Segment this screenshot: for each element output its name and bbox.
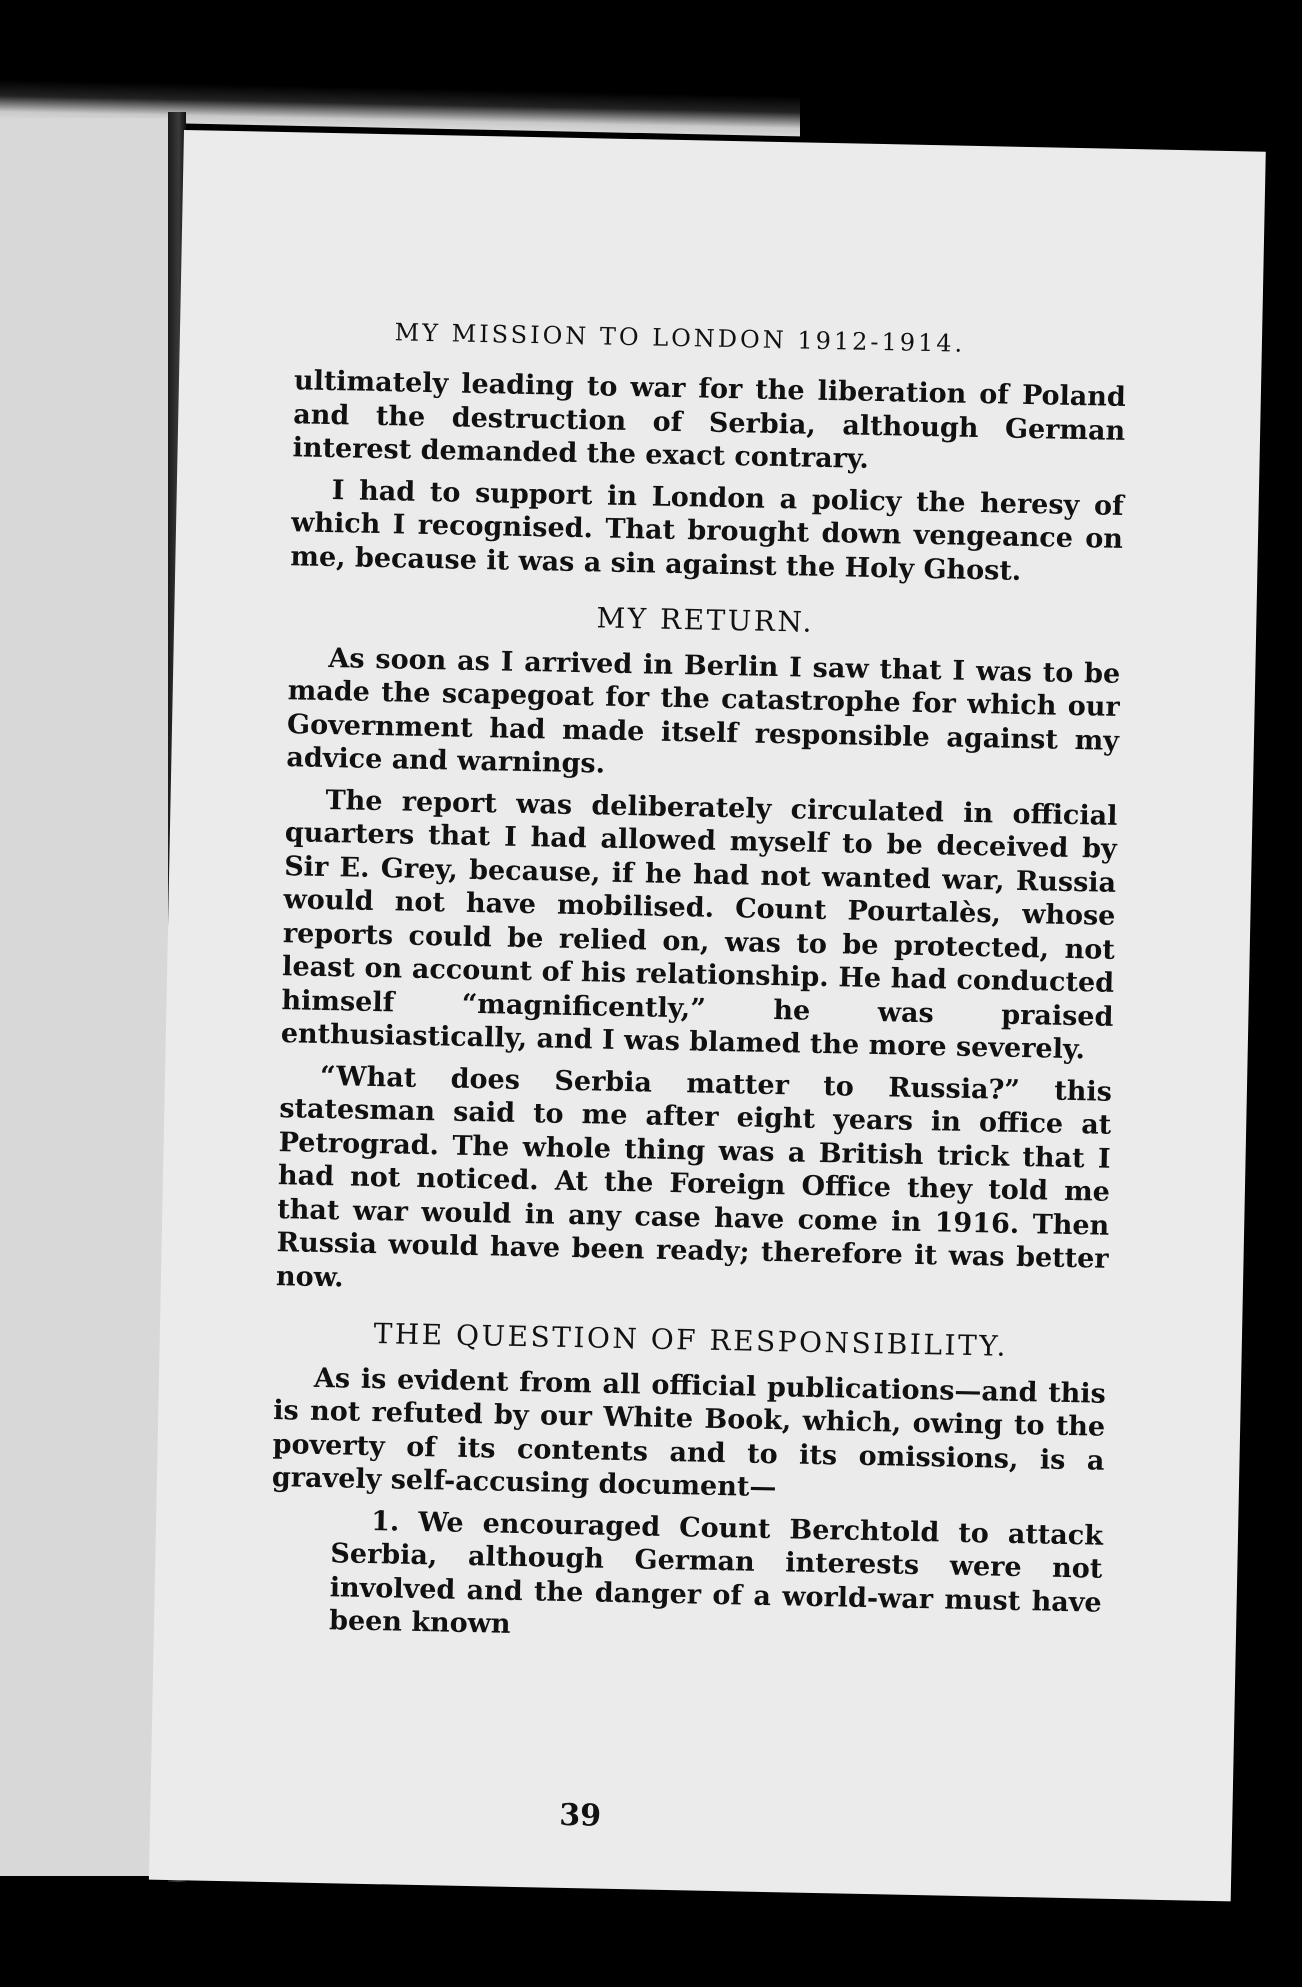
body-text: [269, 364, 1127, 1661]
running-head: MY MISSION TO LONDON 1912-1914.: [394, 318, 966, 358]
book-page: [149, 130, 1266, 1901]
left-page-edge: [0, 118, 172, 1876]
paragraph: As soon as I arrived in Berlin I saw that I was to be made the scapegoat for the catastrophe for which our Government had made itself responsible against my advice and warnings.: [286, 642, 1121, 780]
paragraph: ultimately leading to war for the liberation of Poland and the destruction of Serbia, although German interest demanded the exact contrary.: [292, 365, 1127, 475]
section-heading-responsibility: THE QUESTION OF RESPONSIBILITY.: [373, 1317, 1009, 1363]
paragraph: “What does Serbia matter to Russia?” this statesman said to me after eight years in office at Petrograd. The whole thing was a British trick that I had not noticed. At the Foreign Office they told me that war would in any case have come in 1916. Then Russia would have been ready; therefore it was better now.: [275, 1060, 1113, 1293]
paragraph: As is evident from all official publications—and this is not refuted by our White Book, which, owing to the poverty of its contents and to its omissions, is a gravely self-accusing document—: [271, 1362, 1107, 1504]
paragraph: I had to support in London a policy the heresy of which I recognised. That brought down vengeance on me, because it was a sin against the Holy Ghost.: [290, 474, 1124, 587]
list-item: 1. We encouraged Count Berchtold to attack Serbia, although German interests were not involved and the danger of a world-war must have been known: [328, 1505, 1104, 1640]
paragraph: The report was deliberately circulated in official quarters that I had allowed myself to be deceived by Sir E. Grey, because, if he had not wanted war, Russia would not have mobilised. Count Pourtalès, whose reports could be relied on, was to be protected, not least on account of his relationship. He had conducted himself “magnificently,” he was praised enthusiastically, and I was blamed the more severely.: [280, 784, 1118, 1066]
page-number: 39: [559, 1797, 602, 1834]
section-heading-my-return: MY RETURN.: [596, 601, 815, 639]
